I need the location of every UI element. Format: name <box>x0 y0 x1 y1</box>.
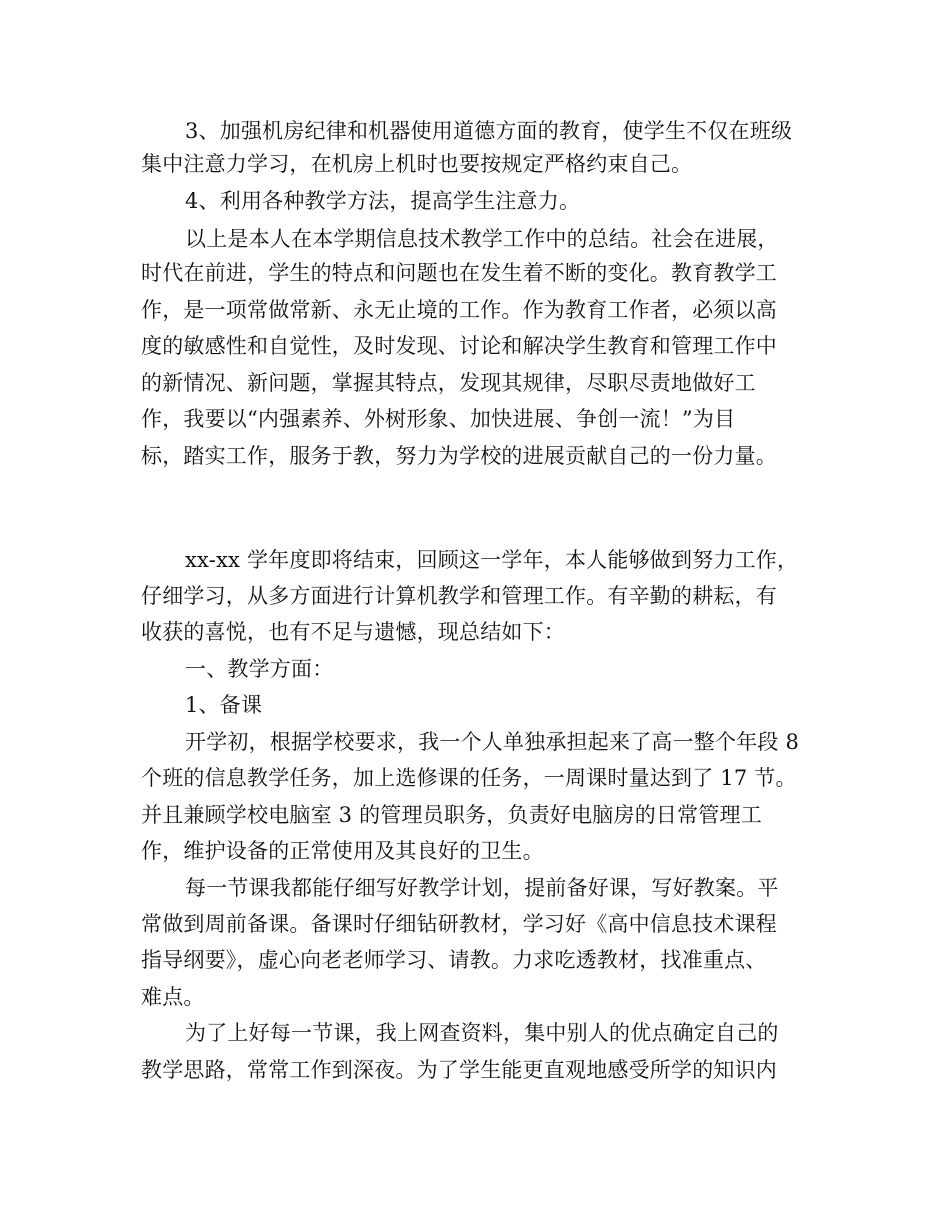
paragraph-line: 以上是本人在本学期信息技术教学工作中的总结。社会在进展， <box>185 227 779 251</box>
paragraph-line: 为了上好每一节课，我上网查资料，集中别人的优点确定自己的 <box>185 1021 779 1045</box>
paragraph-line: 教学思路，常常工作到深夜。为了学生能更直观地感受所学的知识内 <box>141 1058 777 1082</box>
paragraph-line: 3、加强机房纪律和机器使用道德方面的教育，使学生不仅在班级 <box>185 119 793 143</box>
section-heading: 一、教学方面： <box>185 657 334 681</box>
paragraph-line: 时代在前进，学生的特点和问题也在发生着不断的变化。教育教学工 <box>141 261 777 285</box>
paragraph-line: 的新情况、新问题，掌握其特点，发现其规律，尽职尽责地做好工 <box>141 371 756 395</box>
paragraph-line: 开学初，根据学校要求，我一个人单独承担起来了高一整个年段 8 <box>185 730 800 754</box>
paragraph-line: 作，维护设备的正常使用及其良好的卫生。 <box>141 839 544 863</box>
paragraph-line: 指导纲要》，虚心向老老师学习、请教。力求吃透教材，找准重点、 <box>141 948 767 972</box>
paragraph-line: 每一节课我都能仔细写好教学计划，提前备好课，写好教案。平 <box>185 876 779 900</box>
paragraph-line: 并且兼顾学校电脑室 3 的管理员职务，负责好电脑房的日常管理工 <box>141 803 762 827</box>
paragraph-line: 个班的信息教学任务，加上选修课的任务，一周课时量达到了 17 节。 <box>141 766 797 790</box>
paragraph-line: 4、利用各种教学方法，提高学生注意力。 <box>185 189 581 213</box>
paragraph-line: 作，我要以“内强素养、外树形象、加快进展、争创一流！”为目 <box>141 407 736 431</box>
paragraph-line: 标，踏实工作，服务于教，努力为学校的进展贡献自己的一份力量。 <box>141 444 777 468</box>
paragraph-line: 收获的喜悦，也有不足与遗憾，现总结如下： <box>141 620 565 644</box>
paragraph-line: 仔细学习，从多方面进行计算机教学和管理工作。有辛勤的耕耘，有 <box>141 584 777 608</box>
paragraph-line: xx-xx 学年度即将结束，回顾这一学年，本人能够做到努力工作， <box>185 548 799 572</box>
paragraph-line: 常做到周前备课。备课时仔细钻研教材，学习好《高中信息技术课程 <box>141 912 777 936</box>
paragraph-line: 集中注意力学习，在机房上机时也要按规定严格约束自己。 <box>141 152 693 176</box>
paragraph-line: 度的敏感性和自觉性，及时发现、讨论和解决学生教育和管理工作中 <box>141 334 777 358</box>
subsection-heading: 1、备课 <box>185 693 263 717</box>
paragraph-line: 难点。 <box>141 985 205 1009</box>
paragraph-line: 作，是一项常做常新、永无止境的工作。作为教育工作者，必须以高 <box>141 298 777 322</box>
